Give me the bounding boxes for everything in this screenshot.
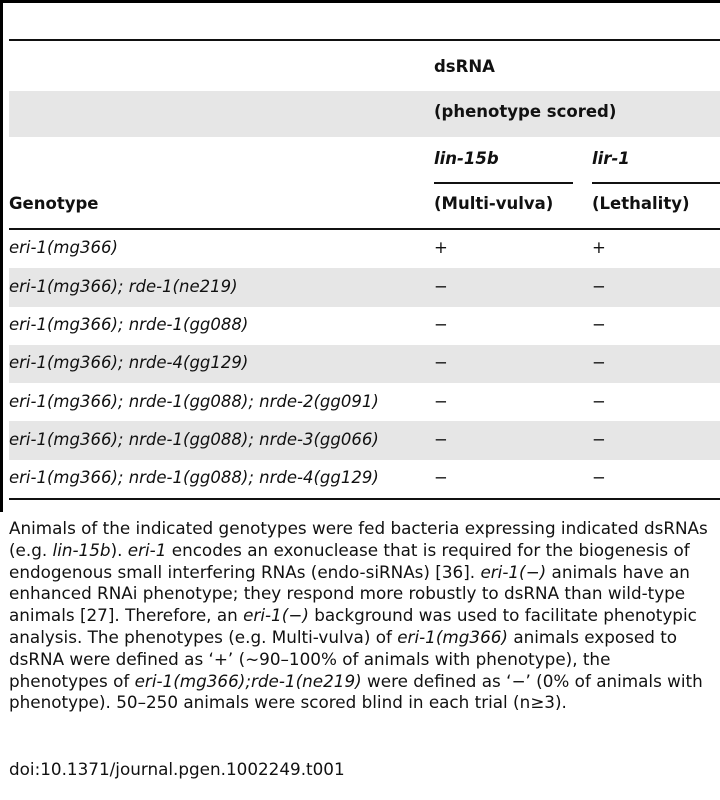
- row-col1-value: −: [434, 392, 448, 411]
- row-col1-value: −: [434, 353, 448, 372]
- caption-fragment: Animals of the indicated genotypes were fed bacteria expressing indicated dsRNAs (e.g.: [9, 518, 708, 560]
- col1-underline: [434, 182, 573, 184]
- caption-fragment: animals have an enhanced RNAi phenotype; they respond more robustly to dsRNA than wild-type animals [27]. Therefore, an: [9, 561, 690, 626]
- row-col1-value: +: [434, 238, 448, 257]
- row-col2-value: −: [592, 430, 606, 449]
- row-col2-value: −: [592, 315, 606, 334]
- caption-fragment-italic: eri-1(mg366): [397, 626, 508, 647]
- header-col2-pheno: (Lethality): [592, 194, 690, 213]
- row-col2-value: +: [592, 238, 606, 257]
- header-col1-gene: lin-15b: [434, 149, 499, 168]
- row-col1-value: −: [434, 315, 448, 334]
- header-col2-gene: lir-1: [592, 149, 630, 168]
- table-caption: [9, 518, 709, 714]
- row-genotype: eri-1(mg366); nrde-4(gg129): [9, 353, 249, 372]
- caption-fragment: were defined as ‘−’ (0% of animals with phenotype). 50–250 animals were scored blind in each trial (n≥3).: [9, 670, 703, 713]
- header-group-label: dsRNA: [434, 57, 495, 76]
- row-col2-value: −: [592, 353, 606, 372]
- row-col2-value: −: [592, 392, 606, 411]
- caption-fragment-italic: lin-15b: [52, 539, 111, 560]
- row-col1-value: −: [434, 468, 448, 487]
- row-col1-value: −: [434, 277, 448, 296]
- row-genotype: eri-1(mg366); nrde-1(gg088); nrde-2(gg091): [9, 392, 379, 411]
- header-col1-pheno: (Multi-vulva): [434, 194, 554, 213]
- caption-fragment: encodes an exonuclease that is required for the biogenesis of endogenous small interfering RNAs (endo-siRNAs) [36].: [9, 539, 690, 582]
- frame-left-border: [0, 0, 3, 512]
- caption-fragment: ).: [110, 539, 128, 560]
- caption-fragment: background was used to facilitate phenotypic analysis. The phenotypes (e.g. Multi-vulva) of: [9, 605, 697, 647]
- caption-text: [9, 518, 709, 714]
- header-group-sub: (phenotype scored): [434, 102, 617, 121]
- caption-fragment-italic: eri-1(−): [243, 605, 309, 626]
- table-top-rule: [9, 39, 720, 41]
- caption-fragment-italic: eri-1(−): [480, 561, 547, 582]
- frame-top-border: [0, 0, 720, 3]
- header-genotype: Genotype: [9, 194, 99, 213]
- col2-underline: [592, 182, 720, 184]
- row-genotype: eri-1(mg366); nrde-1(gg088): [9, 315, 249, 334]
- table-bottom-rule: [9, 498, 720, 500]
- row-genotype: eri-1(mg366); nrde-1(gg088); nrde-4(gg129): [9, 468, 379, 487]
- row-col1-value: −: [434, 430, 448, 449]
- row-col2-value: −: [592, 468, 606, 487]
- row-genotype: eri-1(mg366); rde-1(ne219): [9, 277, 238, 296]
- caption-fragment-italic: eri-1(mg366);rde-1(ne219): [134, 670, 362, 691]
- caption-fragment-italic: eri-1: [127, 539, 167, 560]
- row-col2-value: −: [592, 277, 606, 296]
- row-genotype: eri-1(mg366); nrde-1(gg088); nrde-3(gg066): [9, 430, 379, 449]
- header-bottom-rule: [9, 228, 720, 230]
- row-genotype: eri-1(mg366): [9, 238, 118, 257]
- doi-label: doi:10.1371/journal.pgen.1002249.t001: [9, 759, 345, 779]
- caption-fragment: animals exposed to dsRNA were defined as ‘+’ (∼90–100% of animals with phenotype), the phenotypes of: [9, 626, 678, 691]
